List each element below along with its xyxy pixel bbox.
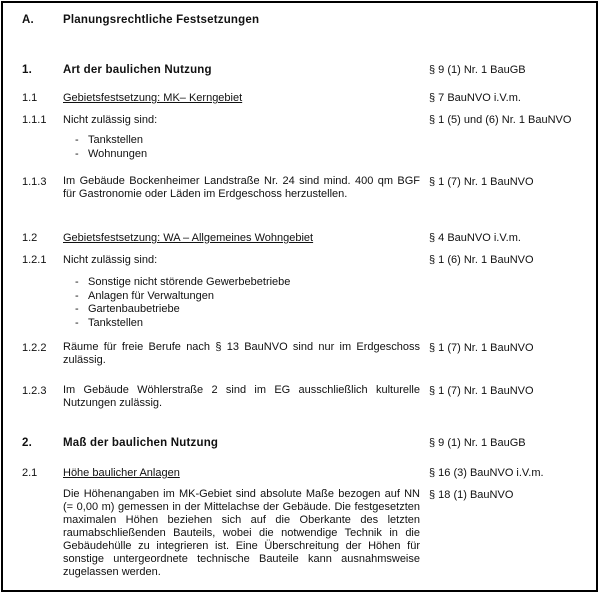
section-1-2-3-row xyxy=(22,384,596,410)
section-2-1-legal-ref: § 16 (3) BauNVO i.V.m. xyxy=(429,467,544,479)
section-1-2-legal-ref: § 4 BauNVO i.V.m. xyxy=(429,232,521,244)
section-2-1-body-row xyxy=(22,488,596,579)
heading-number: A. xyxy=(22,14,34,26)
section-1-1-row xyxy=(22,91,596,105)
section-1-2-3-text: Im Gebäude Wöhlerstraße 2 sind im EG ausschließlich kulturelle Nutzungen zulässig. xyxy=(63,384,420,409)
section-1-1-legal-ref: § 7 BauNVO i.V.m. xyxy=(429,92,521,104)
list-item-label: Tankstellen xyxy=(88,316,144,329)
dash-bullet: - xyxy=(75,316,79,329)
section-1-2-3-legal-ref: § 1 (7) Nr. 1 BauNVO xyxy=(429,385,534,397)
section-1-2-2-row xyxy=(22,341,596,367)
document-page xyxy=(1,1,598,592)
section-2-row xyxy=(22,436,596,450)
section-1-2-1-number: 1.2.1 xyxy=(22,254,47,266)
dash-bullet: - xyxy=(75,303,79,315)
dash-bullet: - xyxy=(75,276,79,288)
dash-bullet: - xyxy=(75,147,79,160)
list-item xyxy=(63,290,420,304)
section-1-2-1-legal-ref: § 1 (6) Nr. 1 BauNVO xyxy=(429,254,534,266)
section-1-1-1-number: 1.1.1 xyxy=(22,114,47,126)
list-item-label: Anlagen für Verwaltungen xyxy=(88,289,214,302)
section-2-1-row xyxy=(22,466,596,480)
list-item xyxy=(63,303,420,317)
section-1-title: Art der baulichen Nutzung xyxy=(63,64,212,76)
section-1-1-3-row xyxy=(22,175,596,201)
list-item xyxy=(63,148,420,162)
section-2-legal-ref: § 9 (1) Nr. 1 BauGB xyxy=(429,437,526,449)
section-1-1-1-title: Nicht zulässig sind: xyxy=(63,114,158,126)
list-item-label: Wohnungen xyxy=(88,147,148,160)
list-item xyxy=(63,276,420,290)
document-heading-row xyxy=(22,13,596,27)
section-1-row xyxy=(22,63,596,77)
list-item xyxy=(63,317,420,331)
section-1-2-title: Gebietsfestsetzung: WA – Allgemeines Wohngebiet xyxy=(63,232,314,244)
section-1-1-1-row xyxy=(22,113,596,127)
list-item-label: Sonstige nicht störende Gewerbebetriebe xyxy=(88,276,291,288)
section-2-number: 2. xyxy=(22,437,32,449)
section-1-1-number: 1.1 xyxy=(22,92,38,104)
section-1-1-3-text: Im Gebäude Bockenheimer Landstraße Nr. 24 sind mind. 400 qm BGF für Gastronomie oder Läden im Erdgeschoss herzustellen. xyxy=(63,175,420,200)
dash-bullet: - xyxy=(75,134,79,146)
list-item-label: Tankstellen xyxy=(88,134,144,146)
list-item xyxy=(63,134,420,148)
wa-prohibited-list xyxy=(63,276,429,330)
section-2-1-text: Die Höhenangaben im MK-Gebiet sind absolute Maße bezogen auf NN (= 0,00 m) gemessen in der Mittelachse der Gebäude. Die festgesetzten maximalen Höhen beziehen sich auf die Oberkante des letzten raumabschließenden Bauteils, wobei die notwendige Technik in die Gebäudehülle zu integrieren ist. Eine Überschreitung der Höhen für sonstige untergeordnete technische Bauteile kann ausnahmsweise zugelassen werden. xyxy=(63,488,420,578)
section-1-1-title: Gebietsfestsetzung: MK– Kerngebiet xyxy=(63,92,243,104)
section-1-2-2-text: Räume für freie Berufe nach § 13 BauNVO sind nur im Erdgeschoss zulässig. xyxy=(63,341,420,366)
section-1-2-1-row xyxy=(22,253,596,267)
wa-prohibited-list-row xyxy=(22,276,596,330)
dash-bullet: - xyxy=(75,289,79,302)
section-2-1-legal-ref-2: § 18 (1) BauNVO xyxy=(429,489,514,501)
list-item-label: Gartenbaubetriebe xyxy=(88,303,180,315)
section-1-2-2-legal-ref: § 1 (7) Nr. 1 BauNVO xyxy=(429,342,534,354)
section-1-1-3-legal-ref: § 1 (7) Nr. 1 BauNVO xyxy=(429,176,534,188)
mk-prohibited-list-row xyxy=(22,134,596,161)
section-2-title: Maß der baulichen Nutzung xyxy=(63,437,219,449)
section-1-2-2-number: 1.2.2 xyxy=(22,342,47,354)
section-1-2-1-title: Nicht zulässig sind: xyxy=(63,254,158,266)
section-1-legal-ref: § 9 (1) Nr. 1 BauGB xyxy=(429,64,526,76)
section-1-number: 1. xyxy=(22,64,32,76)
section-1-1-3-number: 1.1.3 xyxy=(22,176,47,188)
mk-prohibited-list xyxy=(63,134,429,161)
section-1-2-row xyxy=(22,231,596,245)
page-title: Planungsrechtliche Festsetzungen xyxy=(63,14,260,26)
section-2-1-title: Höhe baulicher Anlagen xyxy=(63,467,180,479)
section-1-1-1-legal-ref: § 1 (5) und (6) Nr. 1 BauNVO xyxy=(429,114,572,126)
section-2-1-number: 2.1 xyxy=(22,467,38,479)
section-1-2-3-number: 1.2.3 xyxy=(22,385,47,397)
section-1-2-number: 1.2 xyxy=(22,232,38,244)
